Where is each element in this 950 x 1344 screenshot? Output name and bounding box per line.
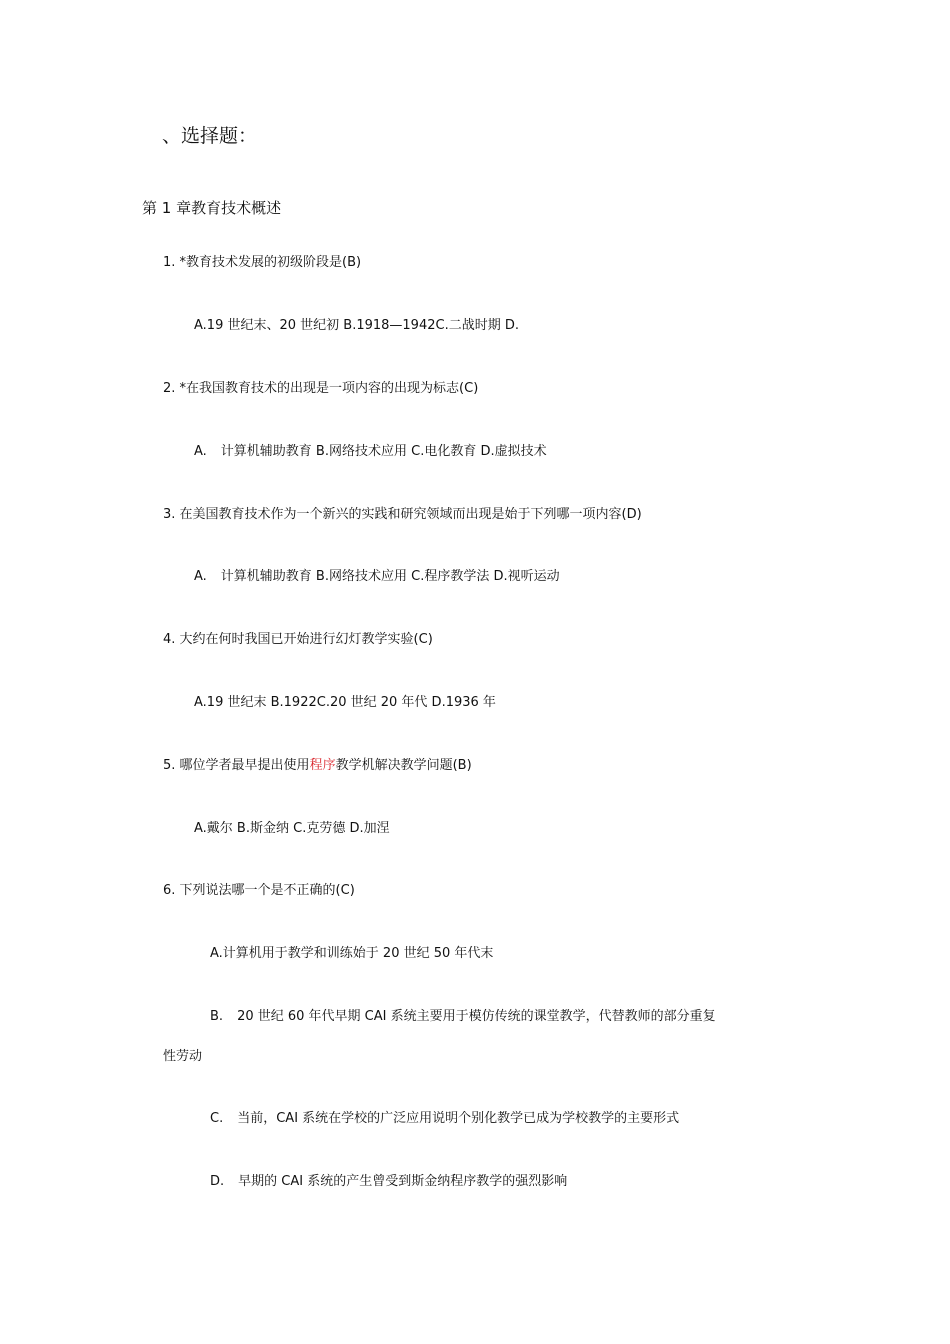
question-number: 4. xyxy=(163,632,176,647)
question-6-option-b xyxy=(210,1008,716,1026)
option-letter: A. xyxy=(194,444,207,459)
question-6-option-c xyxy=(210,1110,679,1128)
option-text: 早期的 CAI 系统的产生曾受到斯金纳程序教学的强烈影响 xyxy=(238,1174,568,1189)
question-text: *在我国教育技术的出现是一项内容的出现为标志(C) xyxy=(179,381,479,396)
question-number: 2. xyxy=(163,381,176,396)
question-text: *教育技术发展的初级阶段是(B) xyxy=(179,255,362,270)
question-text-after: 教学机解决教学问题(B) xyxy=(335,758,472,773)
question-2 xyxy=(163,380,478,398)
option-text: 当前，CAI 系统在学校的广泛应用说明个别化教学已成为学校教学的主要形式 xyxy=(237,1111,680,1126)
option-text: 计算机辅助教育 B.网络技术应用 C.程序教学法 D.视听运动 xyxy=(220,569,560,584)
option-letter: A. xyxy=(194,569,207,584)
question-3 xyxy=(163,506,642,524)
option-letter: B. xyxy=(210,1009,224,1024)
question-6 xyxy=(163,882,355,900)
question-3-options xyxy=(194,568,560,586)
question-text: 在美国教育技术作为一个新兴的实践和研究领域而出现是始于下列哪一项内容(D) xyxy=(179,507,642,522)
question-6-option-d xyxy=(210,1173,567,1191)
section-heading: 、选择题： xyxy=(162,125,258,147)
highlighted-word: 程序 xyxy=(309,758,336,773)
question-text: 大约在何时我国已开始进行幻灯教学实验(C) xyxy=(179,632,433,647)
question-number: 5. xyxy=(163,758,176,773)
question-5-options: A.戴尔 B.斯金纳 C.克劳德 D.加涅 xyxy=(194,821,390,836)
question-6-option-a: A.计算机用于教学和训练始于 20 世纪 50 年代末 xyxy=(210,946,494,961)
question-4 xyxy=(163,631,433,649)
question-text xyxy=(180,758,472,773)
question-6-option-b-continued: 性劳动 xyxy=(163,1049,203,1064)
option-text: 计算机辅助教育 B.网络技术应用 C.电化教育 D.虚拟技术 xyxy=(220,444,547,459)
option-letter: C. xyxy=(210,1111,224,1126)
question-text: 下列说法哪一个是不正确的(C) xyxy=(179,883,355,898)
question-number: 3. xyxy=(163,507,176,522)
question-number: 1. xyxy=(163,255,176,270)
question-text-before: 哪位学者最早提出使用 xyxy=(179,758,310,773)
question-4-options: A.19 世纪末 B.1922C.20 世纪 20 年代 D.1936 年 xyxy=(194,695,496,710)
question-1 xyxy=(163,254,361,272)
question-2-options xyxy=(194,443,547,461)
question-number: 6. xyxy=(163,883,176,898)
chapter-heading: 第 1 章教育技术概述 xyxy=(142,199,282,217)
question-5 xyxy=(163,757,472,775)
question-1-options: A.19 世纪末、20 世纪初 B.1918—1942C.二战时期 D. xyxy=(194,318,519,333)
option-text: 20 世纪 60 年代早期 CAI 系统主要用于模仿传统的课堂教学，代替教师的部分重复 xyxy=(237,1009,716,1024)
option-letter: D. xyxy=(210,1174,225,1189)
